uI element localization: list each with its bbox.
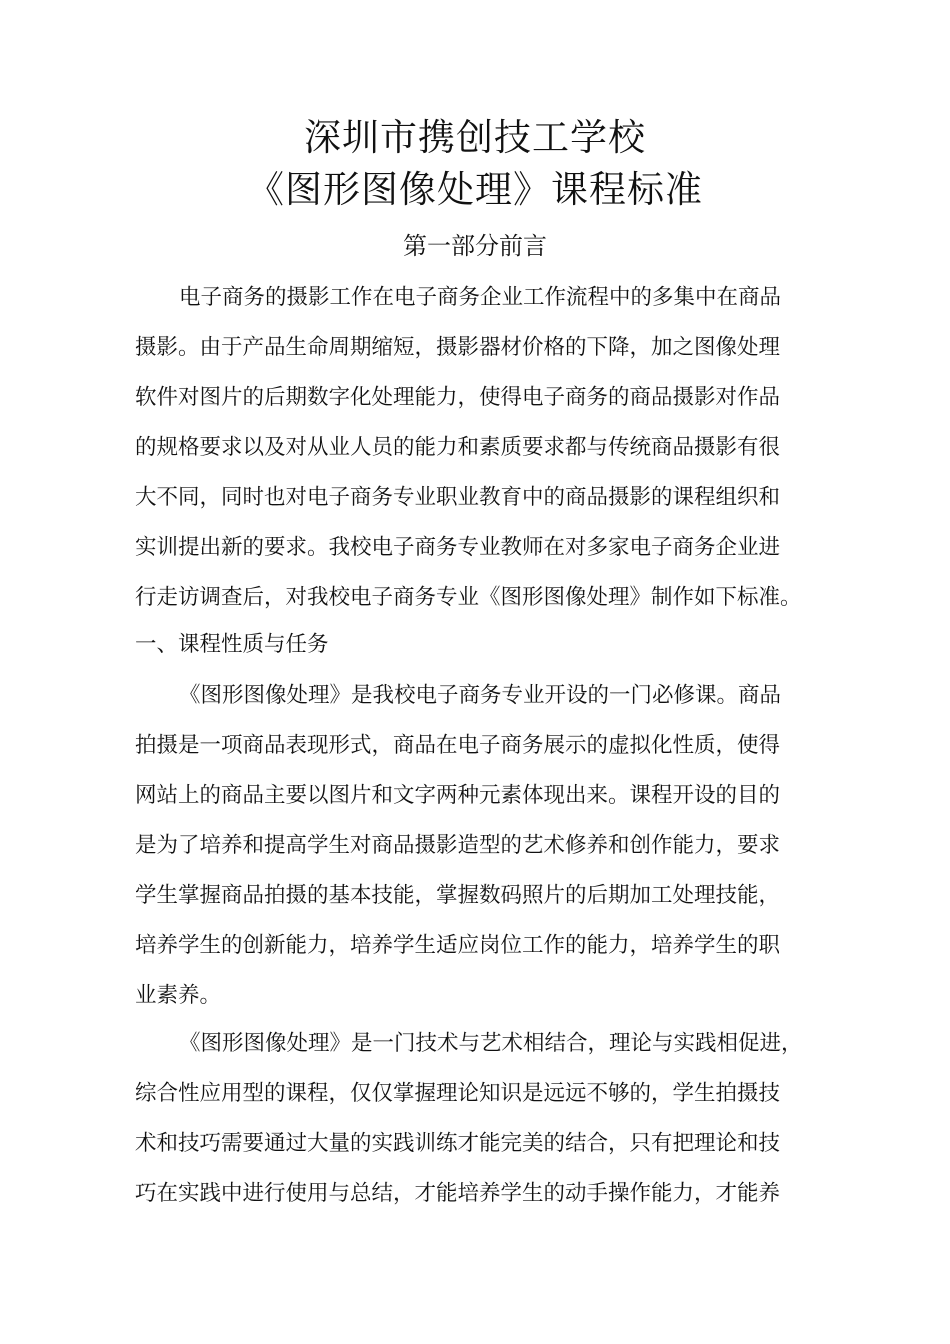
preface-paragraph: [135, 273, 817, 623]
paragraph-line: 《图形图像处理》是一门技术与艺术相结合，理论与实践相促进，: [179, 1031, 803, 1056]
paragraph-line: 网站上的商品主要以图片和文字两种元素体现出来。课程开设的目的: [135, 783, 781, 808]
paragraph-line: 软件对图片的后期数字化处理能力，使得电子商务的商品摄影对作品: [135, 385, 781, 410]
part-heading-preface: 第一部分前言: [403, 232, 547, 260]
document-title-course-standard: 《图形图像处理》课程标准: [247, 168, 703, 211]
paragraph-line: 摄影。由于产品生命周期缩短，摄影器材价格的下降，加之图像处理: [135, 335, 781, 360]
course-practice-paragraph: [135, 1019, 817, 1219]
paragraph-line: 业素养。: [135, 983, 222, 1008]
paragraph-line: 是为了培养和提高学生对商品摄影造型的艺术修养和创作能力，要求: [135, 833, 781, 858]
section-heading-course-nature: 一、课程性质与任务: [135, 632, 329, 657]
paragraph-line: 电子商务的摄影工作在电子商务企业工作流程中的多集中在商品: [179, 285, 782, 310]
course-nature-paragraph: [135, 671, 817, 1021]
paragraph-line: 行走访调查后，对我校电子商务专业《图形图像处理》制作如下标准。: [135, 585, 802, 610]
paragraph-line: 培养学生的创新能力，培养学生适应岗位工作的能力，培养学生的职: [135, 933, 781, 958]
paragraph-line: 实训提出新的要求。我校电子商务专业教师在对多家电子商务企业进: [135, 535, 781, 560]
paragraph-line: 《图形图像处理》是我校电子商务专业开设的一门必修课。商品: [179, 683, 782, 708]
paragraph-line: 拍摄是一项商品表现形式，商品在电子商务展示的虚拟化性质，使得: [135, 733, 781, 758]
paragraph-line: 巧在实践中进行使用与总结，才能培养学生的动手操作能力，才能养: [135, 1181, 781, 1206]
paragraph-line: 学生掌握商品拍摄的基本技能，掌握数码照片的后期加工处理技能，: [135, 883, 781, 908]
paragraph-line: 综合性应用型的课程，仅仅掌握理论知识是远远不够的，学生拍摄技: [135, 1081, 781, 1106]
paragraph-line: 术和技巧需要通过大量的实践训练才能完美的结合，只有把理论和技: [135, 1131, 781, 1156]
paragraph-line: 大不同，同时也对电子商务专业职业教育中的商品摄影的课程组织和: [135, 485, 781, 510]
paragraph-line: 的规格要求以及对从业人员的能力和素质要求都与传统商品摄影有很: [135, 435, 781, 460]
document-title-school: 深圳市携创技工学校: [304, 116, 646, 159]
